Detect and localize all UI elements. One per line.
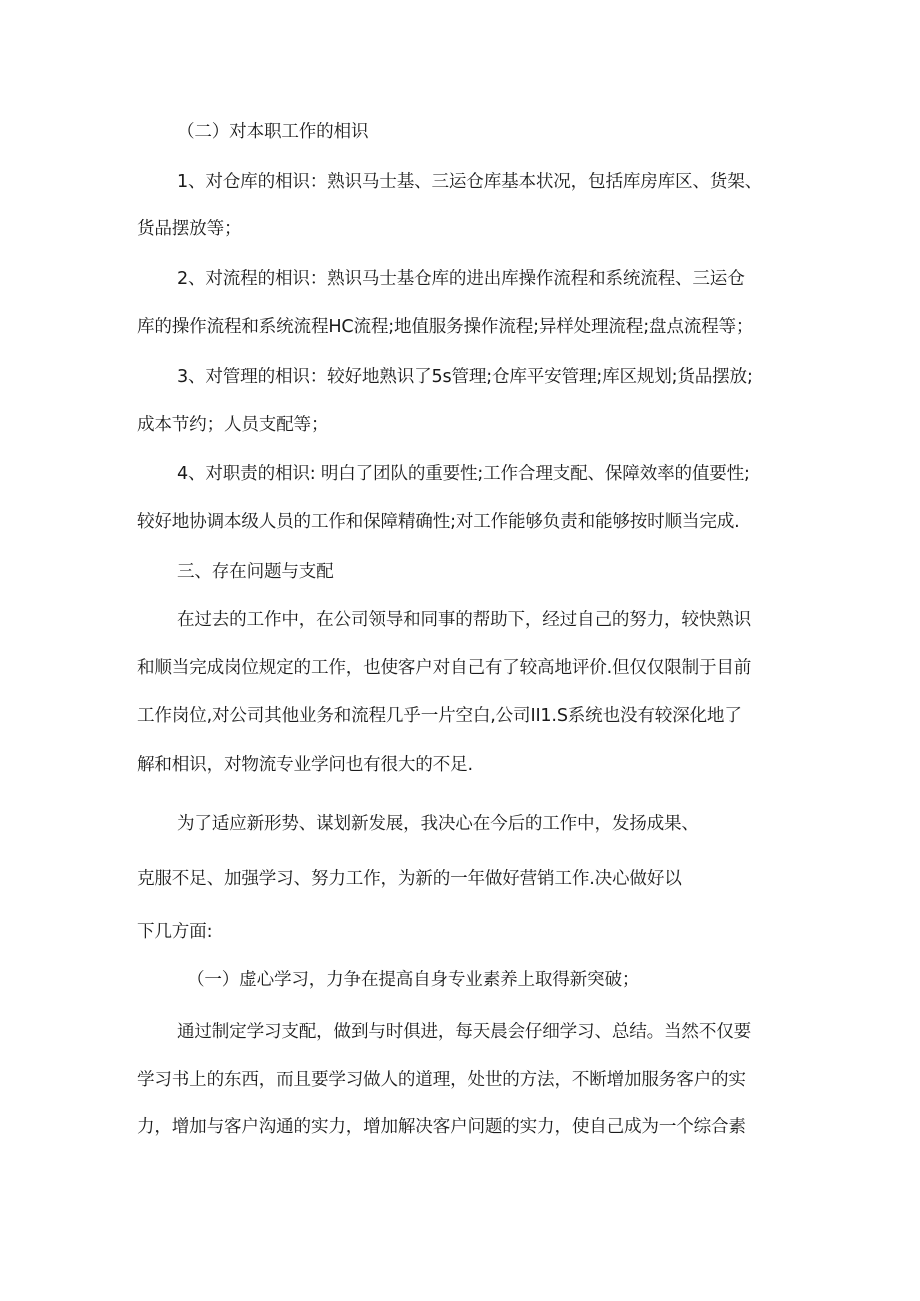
paragraph-study-line-3: 力，增加与客户沟通的实力，增加解决客户问题的实力，使自己成为一个综合素 <box>137 1117 746 1137</box>
paragraph-study-line-1: 通过制定学习支配，做到与时俱进，每天晨会仔细学习、总结。当然不仅要 <box>177 1022 751 1042</box>
paragraph-past-work-line-2: 和顺当完成岗位规定的工作，也使客户对自己有了较高地评价.但仅仅限制于目前 <box>137 658 752 678</box>
subheading-study: （一）虚心学习，力争在提高自身专业素养上取得新突破； <box>187 970 640 990</box>
paragraph-duty-line-1: 4、对职责的相识: 明白了团队的重要性;工作合理支配、保障效率的值要性; <box>177 464 750 484</box>
paragraph-study-line-2: 学习书上的东西，而且要学习做人的道理，处世的方法，不断增加服务客户的实 <box>137 1070 746 1090</box>
section-heading-own-work: （二）对本职工作的相识 <box>177 122 369 142</box>
paragraph-warehouse-line-1: 1、对仓库的相识：熟识马士基、三运仓库基本状况，包括库房库区、货架、 <box>177 172 762 192</box>
paragraph-duty-line-2: 较好地协调本级人员的工作和保障精确性;对工作能够负责和能够按时顺当完成. <box>137 512 740 532</box>
paragraph-resolve-line-1: 为了适应新形势、谋划新发展，我决心在今后的工作中，发扬成果、 <box>177 814 699 834</box>
paragraph-past-work-line-1: 在过去的工作中，在公司领导和同事的帮助下，经过自己的努力，较快熟识 <box>177 610 751 630</box>
paragraph-warehouse-line-2: 货品摆放等； <box>137 219 242 239</box>
paragraph-resolve-line-2: 克服不足、加强学习、努力工作，为新的一年做好营销工作.决心做好以 <box>137 869 682 889</box>
paragraph-management-line-2: 成本节约；人员支配等； <box>137 415 329 435</box>
paragraph-management-line-1: 3、对管理的相识：较好地熟识了5s管理;仓库平安管理;库区规划;货品摆放; <box>177 367 753 387</box>
paragraph-process-line-1: 2、对流程的相识：熟识马士基仓库的进出库操作流程和系统流程、三运仓 <box>177 269 745 289</box>
paragraph-past-work-line-3: 工作岗位,对公司其他业务和流程几乎一片空白,公司II1.S系统也没有较深化地了 <box>137 706 742 726</box>
paragraph-past-work-line-4: 解和相识，对物流专业学问也有很大的不足. <box>137 755 473 775</box>
section-heading-problems: 三、存在问题与支配 <box>177 562 334 582</box>
paragraph-process-line-2: 库的操作流程和系统流程HC流程;地值服务操作流程;异样处理流程;盘点流程等； <box>137 317 754 337</box>
paragraph-resolve-line-3: 下几方面: <box>137 922 213 942</box>
